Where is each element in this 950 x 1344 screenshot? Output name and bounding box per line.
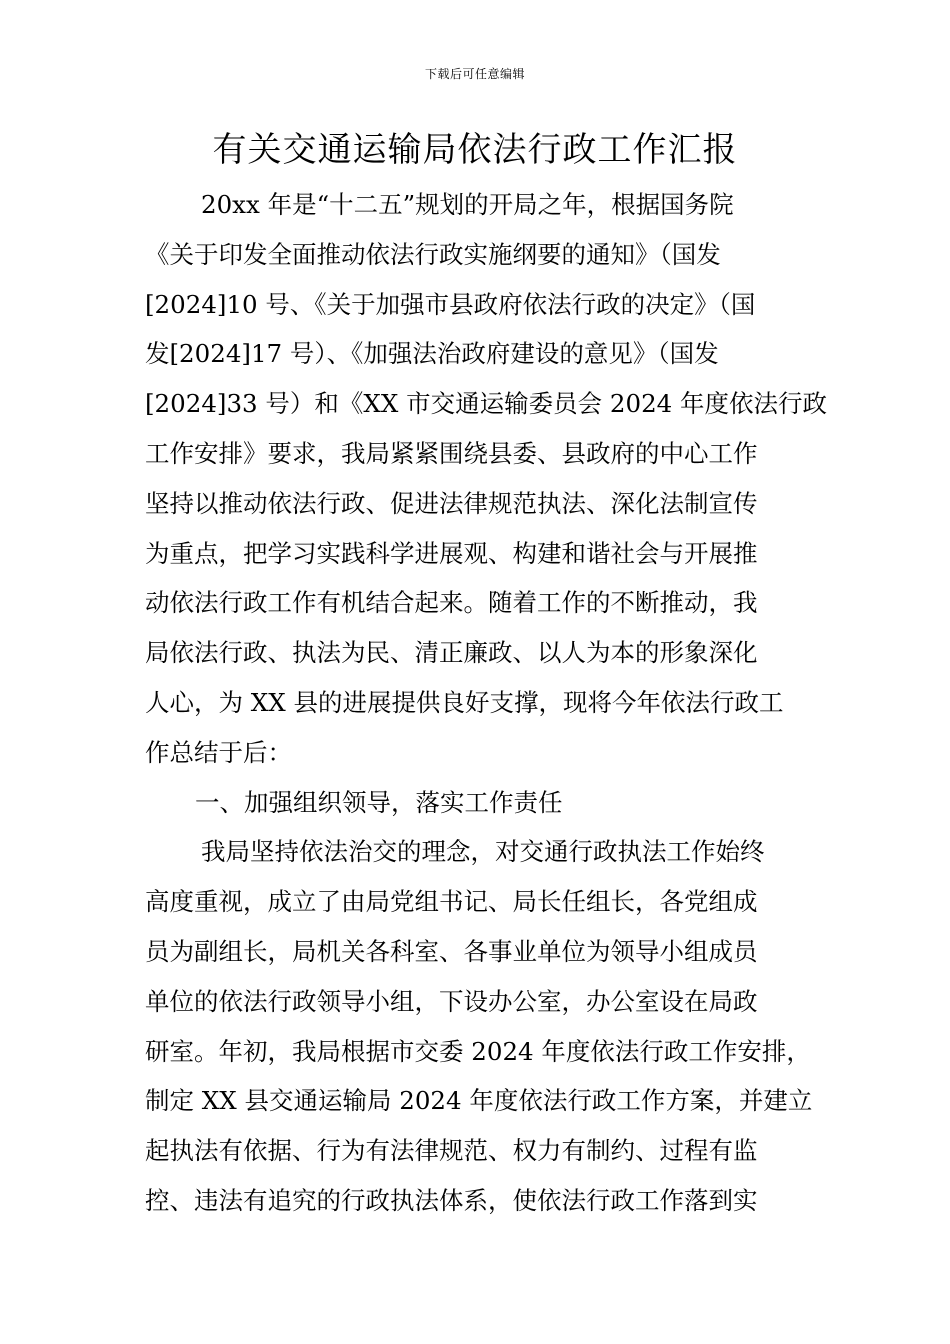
paragraph-2-line: 高度重视，成立了由局党组书记、局长任组长，各党组成: [145, 887, 758, 917]
paragraph-1-line: 20xx 年是“十二五”规划的开局之年，根据国务院: [201, 190, 734, 219]
paragraph-1-line: [2024]33 号）和《XX 市交通运输委员会 2024 年度依法行政: [145, 389, 828, 419]
paragraph-1-line: 作总结于后：: [145, 737, 292, 767]
paragraph-2-line: 单位的依法行政领导小组，下设办公室，办公室设在局政: [145, 986, 758, 1016]
section-heading: 一、加强组织领导，落实工作责任: [195, 787, 563, 817]
paragraph-2-line: 起执法有依据、行为有法律规范、权力有制约、过程有监: [145, 1136, 758, 1166]
paragraph-2-line: 我局坚持依法治交的理念，对交通行政执法工作始终: [201, 837, 765, 867]
paragraph-2-line: 控、违法有追究的行政执法体系，使依法行政工作落到实: [145, 1185, 758, 1215]
document-body: [145, 180, 828, 1226]
paragraph-1-line: 工作安排》要求，我局紧紧围绕县委、县政府的中心工作: [145, 438, 758, 468]
paragraph-2-line: 员为副组长，局机关各科室、各事业单位为领导小组成员: [145, 936, 758, 966]
paragraph-1-line: 动依法行政工作有机结合起来。随着工作的不断推动，我: [145, 588, 758, 618]
paragraph-1-line: [2024]10 号、《关于加强市县政府依法行政的决定》（国: [145, 289, 756, 319]
document-title: 有关交通运输局依法行政工作汇报: [212, 130, 738, 170]
paragraph-1-line: 发[2024]17 号）、《加强法治政府建设的意见》（国发: [145, 339, 719, 369]
paragraph-2-line: 制定 XX 县交通运输局 2024 年度依法行政工作方案，并建立: [145, 1086, 813, 1116]
paragraph-1-line: 《关于印发全面推动依法行政实施纲要的通知》（国发: [145, 239, 721, 269]
paragraph-1-line: 为重点，把学习实践科学进展观、构建和谐社会与开展推: [145, 538, 758, 568]
paragraph-2-line: 研室。年初，我局根据市交委 2024 年度依法行政工作安排，: [145, 1036, 811, 1066]
paragraph-1-line: 坚持以推动依法行政、促进法律规范执法、深化法制宣传: [145, 488, 758, 518]
paragraph-1-line: 局依法行政、执法为民、清正廉政、以人为本的形象深化: [145, 638, 758, 668]
header-note: 下载后可任意编辑: [424, 67, 525, 81]
paragraph-1-line: 人心，为 XX 县的进展提供良好支撑，现将今年依法行政工: [145, 687, 784, 717]
